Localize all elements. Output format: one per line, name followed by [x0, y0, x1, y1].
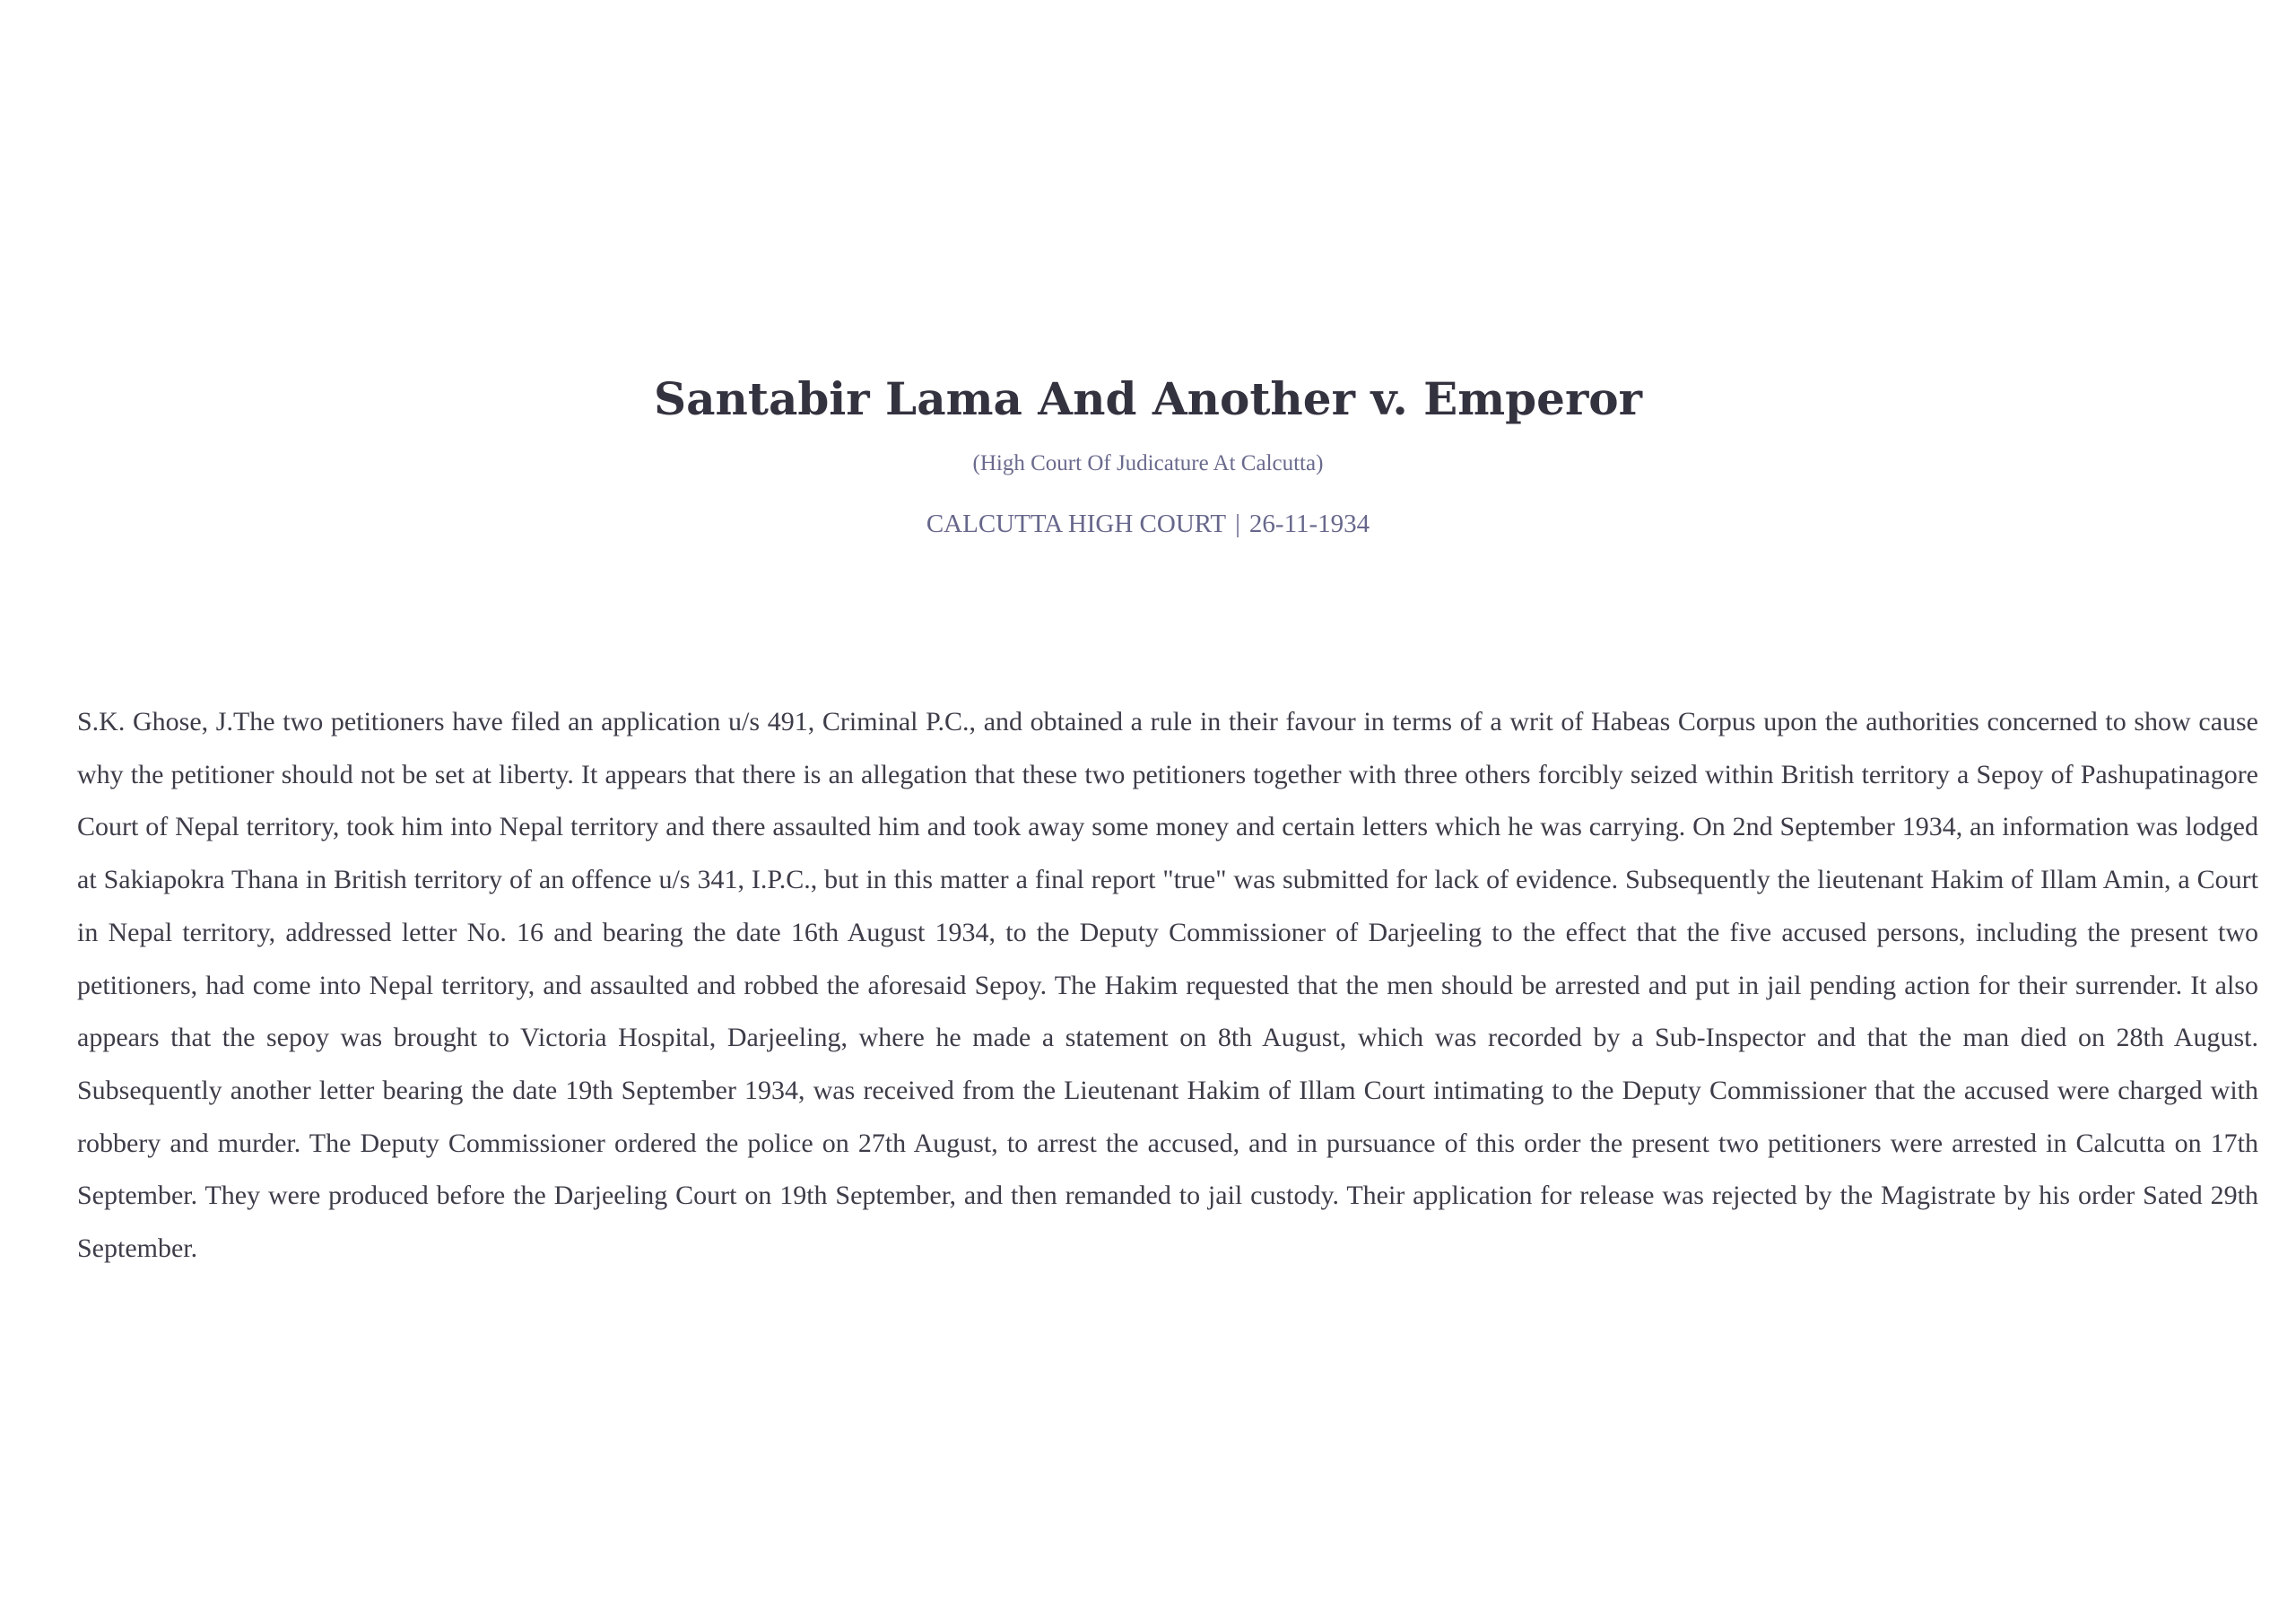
court-name: (High Court Of Judicature At Calcutta)	[972, 451, 1324, 475]
judgment-text: S.K. Ghose, J.The two petitioners have filed an application u/s 491, Criminal P.C., and obtained a rule in their favour in terms of a writ of Habeas Corpus upon the authorities concerned to show cause why the petitioner should not be set at liberty. It appears that there is an allegation that these two petitioners together with three others forcibly seized within British territory a Sepoy of Pashupatinagore Court of Nepal territory, took him into Nepal territory and there assaulted him and took away some money and certain letters which he was carrying. On 2nd September 1934, an information was lodged at Sakiapokra Thana in British territory of an offence u/s 341, I.P.C., but in this matter a final report "true" was submitted for lack of evidence. Subsequently the lieutenant Hakim of Illam Amin, a Court in Nepal territory, addressed letter No. 16 and bearing the date 16th August 1934, to the Deputy Commissioner of Darjeeling to the effect that the five accused persons, including the present two petitioners, had come into Nepal territory, and assaulted and robbed the aforesaid Sepoy. The Hakim requested that the men should be arrested and put in jail pending action for their surrender. It also appears that the sepoy was brought to Victoria Hospital, Darjeeling, where he made a statement on 8th August, which was recorded by a Sub-Inspector and that the man died on 28th August. Subsequently another letter bearing the date 19th September 1934, was received from the Lieutenant Hakim of Illam Court intimating to the Deputy Commissioner that the accused were charged with robbery and murder. The Deputy Commissioner ordered the police on 27th August, to arrest the accused, and in pursuance of this order the present two petitioners were arrested in Calcutta on 17th September. They were produced before the Darjeeling Court on 19th September, and then remanded to jail custody. Their application for release was rejected by the Magistrate by his order Sated 29th September.	[77, 707, 2258, 1264]
judgment-date: 26-11-1934	[1248, 510, 1370, 538]
case-header	[0, 368, 2296, 542]
meta-separator: |	[1235, 510, 1240, 538]
case-meta	[0, 506, 2296, 542]
court-abbrev: CALCUTTA HIGH COURT	[926, 510, 1227, 538]
case-title: Santabir Lama And Another v. Emperor	[653, 372, 1642, 425]
